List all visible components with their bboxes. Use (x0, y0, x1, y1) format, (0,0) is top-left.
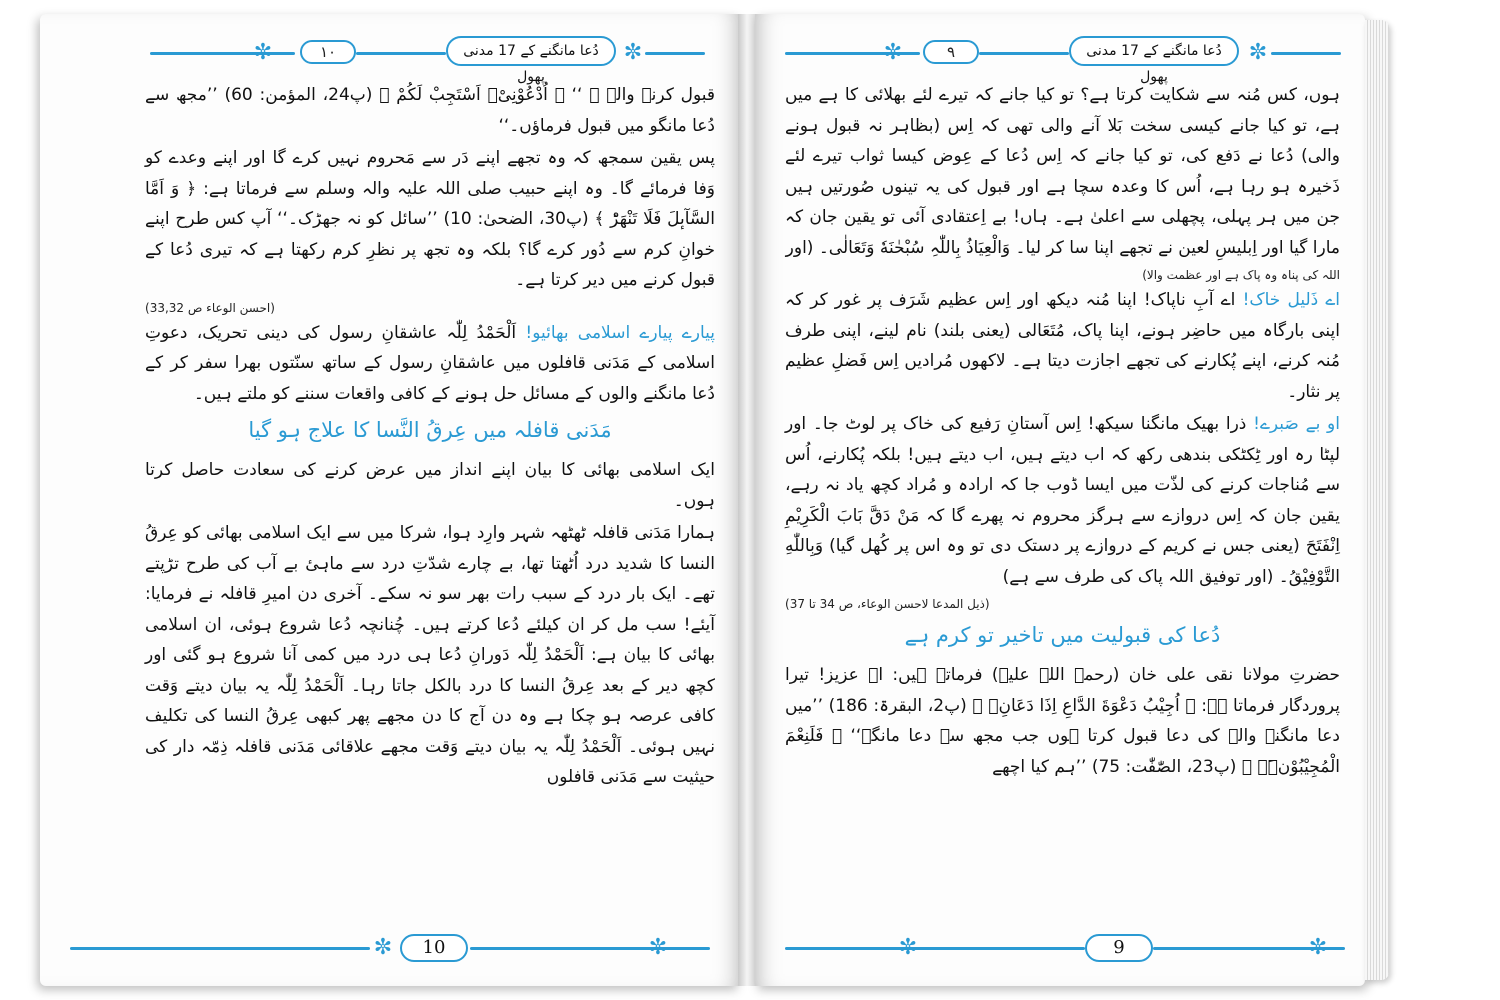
flower-ornament-icon: ✼ (253, 40, 273, 65)
right-page-footer (785, 934, 1345, 964)
right-page-body (785, 80, 1340, 784)
section-heading: دُعا کی قبولیت میں تاخیر تو کرم ہے (904, 623, 1221, 647)
running-title: دُعا مانگنے کے 17 مدنی پھول (1069, 36, 1239, 66)
footer-page-number: 10 (400, 934, 468, 962)
highlight-lead: پیارے پیارے اسلامی بھائیو! (525, 322, 716, 343)
paragraph: قبول کرنے والے ۔ ‘‘ ﴿ اُدْعُوْنِیْۤ اَسْتَجِبْ لَكُمْ ﴾ (پ24، المؤمن: 60) ’’مجھ سے دُعا مانگو میں قبول فرماؤں۔‘‘ (145, 85, 715, 136)
paragraph-text: اَلْحَمْدُ لِلّٰہ عاشقانِ رسول کی دینی تحریک، دعوتِ اسلامی کے مَدَنی قافلوں میں عاشقانِ رسول کے ساتھ سنّتوں بھرا سفر کر کے دُعا مانگنے والوں کے مسائل حل ہونے کے کافی واقعات سننے کو ملتے ہیں۔ (145, 322, 715, 404)
section-heading: مَدَنی قافلہ میں عِرقُ النَّسا کا علاج ہو گیا (248, 418, 612, 442)
paragraph: حضرتِ مولانا نقی علی خان (رحمۃ اللہ علیہ) فرماتے ہیں: اے عزیز! تیرا پروردگار فرماتا ہے: ﴿ اُجِیْبُ دَعْوَةَ الدَّاعِ اِذَا دَعَانِۙ ﴾ (پ2، البقرۃ: 186) ’’میں دعا مانگنے والے کی دعا قبول کرتا ہوں جب مجھ سے دعا مانگے‘‘ ﴿ فَلَنِعْمَ الْمُجِیْبُوْنَ٘ۖ ﴾ (پ23، الصّٰفّٰت: 75) ’’ہم کیا اچھے (785, 665, 1340, 777)
paragraph: ہمارا مَدَنی قافلہ ٹھٹھہ شہر وارِد ہوا، شرکا میں سے ایک اسلامی بھائی کو عِرقُ النسا کا شدید درد اُٹھتا تھا، بے چارے شدّتِ درد سے ماہیٔ بے آب کی طرح تڑپتے تھے۔ ایک بار درد کے سبب رات بھر سو نہ سکے۔ آخری دن امیرِ قافلہ نے فرمایا: آیئے! سب مل کر ان کیلئے دُعا کرتے ہیں۔ چُنانچہ دُعا شروع ہوئی، ان اسلامی بھائی کا بیان ہے: اَلْحَمْدُ لِلّٰہ دَورانِ دُعا ہی درد میں کمی آنا شروع ہو گئی اور کچھ دیر کے بعد عِرقُ النسا کا درد بالکل جاتا رہا۔ اَلْحَمْدُ لِلّٰہ یہ بیان دیتے وَقت کافی عرصہ ہو چکا ہے وہ دن آج کا دن مجھے پھر کبھی عِرقُ النسا کی تکلیف نہیں ہوئی۔ اَلْحَمْدُ لِلّٰہ یہ بیان دیتے وَقت مجھے علاقائی مَدَنی قافلہ ذِمّہ دار کی حیثیت سے مَدَنی قافلوں (145, 523, 715, 787)
header-page-number: ١٠ (300, 40, 356, 64)
left-page-header (150, 36, 710, 85)
flower-ornament-icon: ✼ (373, 935, 393, 960)
header-rule-right (1271, 52, 1341, 55)
flower-ornament-icon: ✼ (883, 40, 903, 65)
header-rule-mid (979, 52, 1069, 55)
paragraph: ایک اسلامی بھائی کا بیان اپنے انداز میں عرض کرنے کی سعادت حاصل کرتا ہوں۔ (145, 460, 715, 511)
paragraph (785, 285, 1340, 407)
header-rule-mid (356, 52, 446, 55)
highlight-lead: اے ذَلیل خاک! (1242, 290, 1341, 310)
reference: (ذیل المدعا لاحسن الوعاء، ص 34 تا 37) (785, 597, 990, 611)
reference: (احسن الوعاء ص 33,32) (145, 300, 275, 315)
footer-page-number: 9 (1085, 934, 1153, 962)
flower-ornament-icon: ✼ (623, 40, 643, 65)
footer-rule-left (70, 947, 370, 950)
paragraph (145, 318, 715, 410)
flower-ornament-icon: ✼ (1308, 935, 1328, 960)
left-page-body (145, 80, 715, 795)
footer-rule-right (470, 947, 710, 950)
paragraph (785, 409, 1340, 592)
reference: اللہ کی پناہ وہ پاک ہے اور عظمت والا) (1142, 268, 1340, 282)
highlight-lead: او بے صَبرے! (1253, 414, 1340, 434)
flower-ornament-icon: ✼ (1248, 40, 1268, 65)
left-page (40, 14, 740, 986)
paragraph: ہوں، کس مُنہ سے شکایت کرتا ہے؟ تو کیا جانے کہ تیرے لئے بھلائی کا ہے میں ہے، تو کیا جانے کیسی سخت بَلا آنے والی تھی کہ اِس (بظاہر نہ قبول ہونے والی) دُعا نے دَفع کی، تو کیا جانے کہ اِس دُعا کے عِوض کیسا ثواب تیرے لئے ذَخیرہ ہو رہا ہے، اُس کا وعدہ سچا ہے اور قبول کی یہ تینوں صُورتیں ہیں جن میں ہر پہلی، پچھلی سے اعلیٰ ہے۔ ہاں! بے اِعتقادی آئی تو یقین جان کہ مارا گیا اور اِبلیسِ لعین نے تجھے اپنا سا کر لیا۔ وَالْعِیَاذُ بِاللّٰہِ سُبْحٰنَهٗ وَتَعَالٰی۔ (اور (785, 85, 1340, 258)
paragraph-text: اے آبِ ناپاک! اپنا مُنہ دیکھ اور اِس عظیم شَرَف پر غور کر کہ اپنی بارگاہ میں حاضِر ہونے، اپنا پاک، مُتَعَالی (یعنی بلند) نام لینے، اپنی طرف مُنہ کرنے، اپنے پُکارنے کی تجھے اجازت دیتا ہے۔ لاکھوں مُرادیں اِس فَضلِ عظیم پر نثار۔ (785, 290, 1340, 402)
flower-ornament-icon: ✼ (648, 935, 668, 960)
flower-ornament-icon: ✼ (898, 935, 918, 960)
paragraph-text: ذرا بھیک مانگنا سیکھ! اِس آستانِ رَفیع کی خاک پر لوٹ جا۔ اور لپٹا رہ اور ٹِکٹکی بندھی رکھ کہ اب دیتے ہیں، اب دیتے ہیں! بلکہ پُکارنے، اُس سے مُناجات کرنے کی لذّت میں ایسا ڈوب جا کہ ارادہ و مُراد کچھ یاد نہ رہے، یقین جان کہ اِس دروازے سے ہرگز محروم نہ پھرے گا کہ مَنْ دَقَّ بَابَ الْكَرِیْمِ اِنْفَتَحَ (یعنی جس نے کریم کے دروازے پر دستک دی تو وہ اس پر کُھل گیا) وَبِاللّٰهِ التَّوْفِیْقُ۔ (اور توفیق اللہ پاک کی طرف سے ہے) (785, 414, 1340, 587)
right-page (755, 14, 1365, 986)
paragraph: پس یقین سمجھ کہ وہ تجھے اپنے دَر سے مَحروم نہیں کرے گا اور اپنے وعدے کو وَفا فرمائے گا۔ وہ اپنے حبیب صلی اللہ علیہ والہ وسلم سے فرماتا ہے: ﴿ وَ اَمَّا السَّآىٕلَ فَلَا تَنْهَرْؕ ﴾ (پ30، الضحیٰ: 10) ’’سائل کو نہ جھڑک۔‘‘ آپ کس طرح اپنے خوانِ کرم سے دُور کرے گا؟ بلکہ وہ تجھ پر نظرِ کرم رکھتا ہے کہ تیری دُعا کے قبول کرنے میں دیر کرتا ہے۔ (145, 148, 715, 290)
header-page-number: ٩ (923, 40, 979, 64)
footer-rule-left (785, 947, 1085, 950)
running-title: دُعا مانگنے کے 17 مدنی پھول (446, 36, 616, 66)
page-edges (1365, 20, 1389, 980)
left-page-footer (70, 934, 710, 964)
header-rule-right (645, 52, 705, 55)
right-page-header (785, 36, 1345, 85)
open-book (40, 14, 1465, 986)
